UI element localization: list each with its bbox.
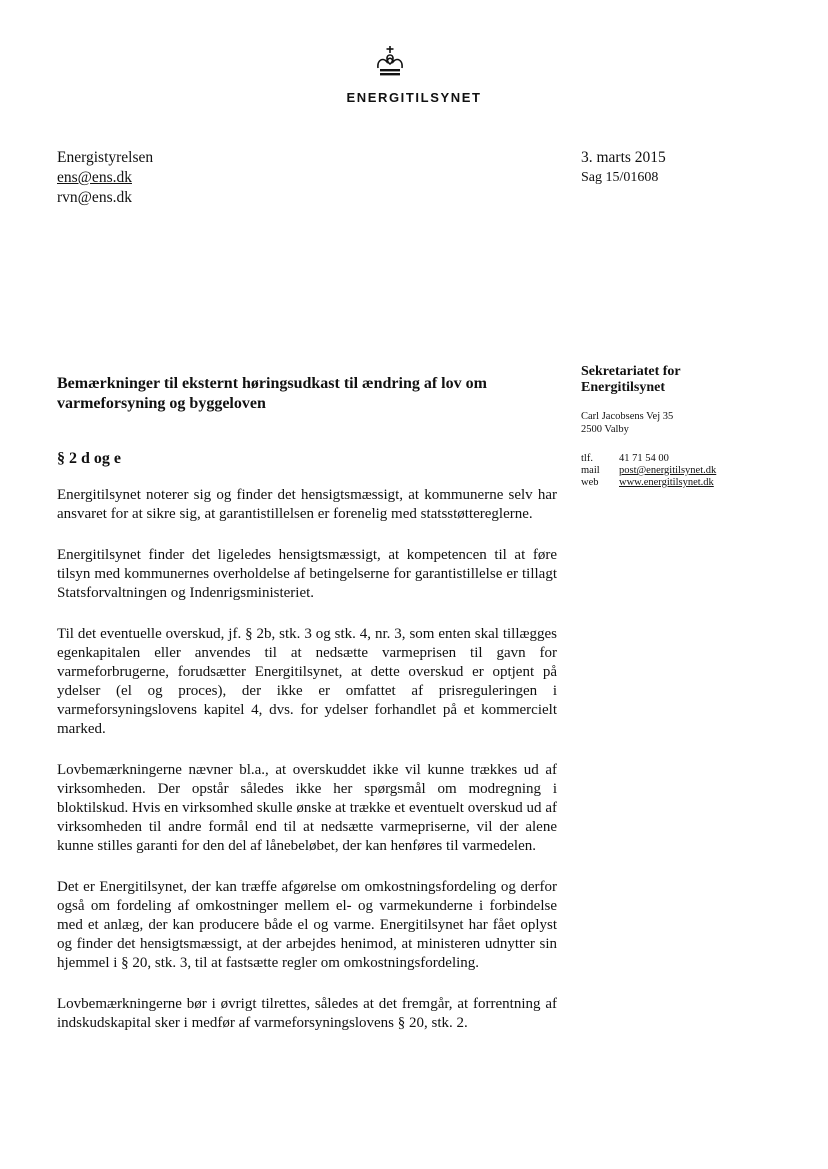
body-paragraph: Til det eventuelle overskud, jf. § 2b, stk. 3 og stk. 4, nr. 3, som enten skal tillægges egenkapitalen eller anvendes til at nedsætte varmeprisen til gavn for varmeforbrugerne, forudsætter Energitilsynet, at dette overskud er optjent på ydelser (el og proces), der ikke er omfattet af prisreguleringen i varmeforsyningslovens kapitel 4, dvs. for ydelser forhandlet på et kommercielt marked. [57, 626, 557, 737]
body-paragraph: Energitilsynet finder det ligeledes hensigtsmæssigt, at kompetencen til at føre tilsyn med kommunernes overholdelse af betingelserne for garantistillelse er tillagt Statsforvaltningen og Indenrigsministeriet. [57, 547, 557, 601]
recipient-email-primary[interactable]: ens@ens.dk [57, 169, 132, 186]
mail-label: mail [581, 465, 600, 476]
letter-date: 3. marts 2015 [581, 149, 666, 166]
body-paragraph: Lovbemærkningerne bør i øvrigt tilrettes, således at det fremgår, at forrentning af indskudskapital sker i medfør af varmeforsyningslovens § 20, stk. 2. [57, 996, 557, 1031]
web-link[interactable]: www.energitilsynet.dk [619, 477, 714, 488]
letter-subject: Bemærkninger til eksternt høringsudkast til ændring af lov om varmeforsyning og byggeloven [57, 375, 487, 412]
address-street: Carl Jacobsens Vej 35 [581, 411, 674, 422]
recipient-name: Energistyrelsen [57, 149, 154, 166]
body-paragraph: Det er Energitilsynet, der kan træffe afgørelse om omkostningsfordeling og derfor også om fordeling af omkostninger mellem el- og varmekunderne i forbindelse med et anlæg, der kan producere både el og varme. Energitilsynet har fået oplyst og finder det hensigtsmæssigt, at der arbejdes henimod, at ministeren udnytter sin hjemmel i § 20, stk. 3, til at fastsætte regler om omkostningsfordeling. [57, 879, 557, 971]
body-paragraph: Lovbemærkningerne nævner bl.a., at overskuddet ikke vil kunne trækkes ud af virksomheden. Der opstår således ikke her spørgsmål om modregning i bloktilskud. Hvis en virksomhed skulle ønske at trække et eventuelt overskud ud af virksomheden til andre formål end til at nedsætte varmepriserne, vil der alene kunne stilles garanti for den del af lånebeløbet, der kan henføres til varmedelen. [57, 762, 557, 854]
contact-phone-row [581, 453, 716, 465]
contact-mail-row [581, 465, 716, 477]
agency-name: ENERGITILSYNET [346, 90, 482, 105]
recipient-email-secondary[interactable]: rvn@ens.dk [57, 189, 132, 206]
phone-label: tlf. [581, 453, 593, 464]
letter-meta [581, 148, 666, 188]
mail-link[interactable]: post@energitilsynet.dk [619, 465, 717, 476]
sidebar-address [581, 410, 716, 436]
phone-value: 41 71 54 00 [619, 453, 669, 464]
recipient-block [57, 148, 153, 208]
section-heading: § 2 d og e [57, 450, 121, 467]
sidebar-title-line1: Sekretariatet for [581, 364, 681, 379]
case-number: Sag 15/01608 [581, 170, 659, 185]
sidebar-title-line2: Energitilsynet [581, 380, 665, 395]
sender-sidebar [581, 364, 716, 489]
web-label: web [581, 477, 599, 488]
sidebar-contact [581, 453, 716, 489]
body-paragraph: Energitilsynet noterer sig og finder det hensigtsmæssigt, at kommunerne selv har ansvaret for at sikre sig, at garantistillelsen er forenelig med statsstøttereglerne. [57, 487, 557, 522]
letter-body [57, 486, 557, 1055]
address-city: 2500 Valby [581, 424, 629, 435]
contact-web-row [581, 477, 716, 489]
crown-logo-icon [374, 44, 406, 78]
